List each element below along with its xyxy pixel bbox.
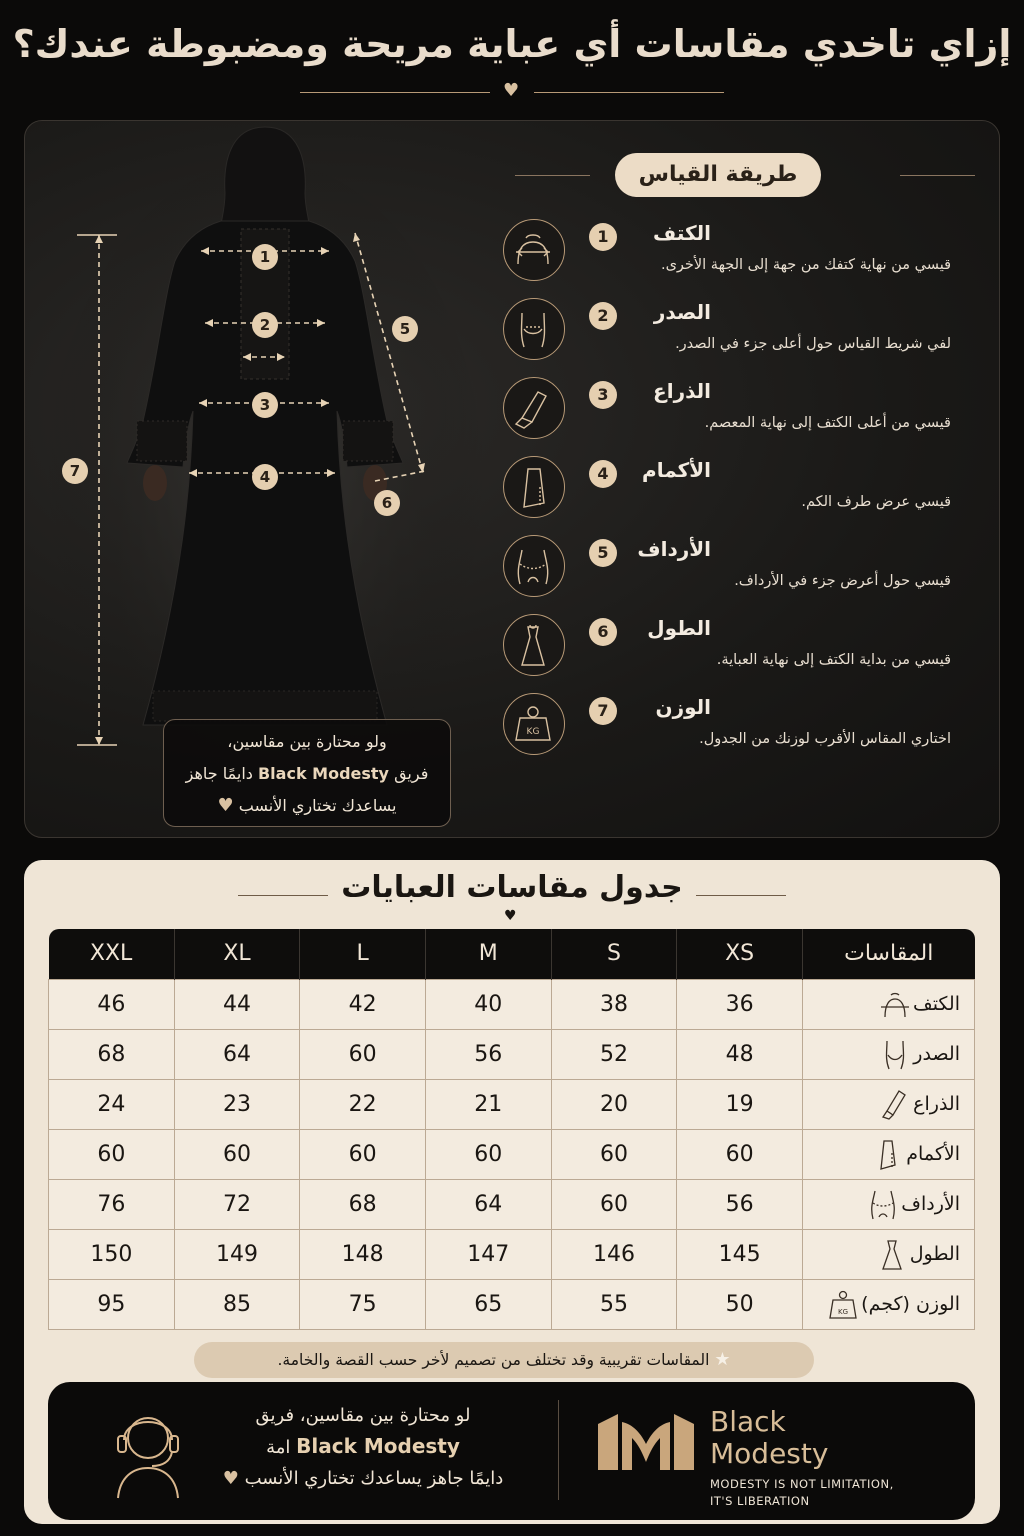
measurement-label-cell bbox=[803, 979, 975, 1029]
table-row bbox=[49, 1279, 975, 1329]
svg-text:KG: KG bbox=[838, 1308, 849, 1316]
star-icon: ★ bbox=[714, 1349, 731, 1370]
size-header: XXL bbox=[49, 929, 175, 979]
hips-icon bbox=[503, 535, 565, 597]
size-value-cell: 24 bbox=[49, 1079, 175, 1129]
logo-line: Black bbox=[710, 1405, 786, 1438]
size-value-cell: 52 bbox=[551, 1029, 677, 1079]
heart-icon: ♥ bbox=[503, 80, 520, 101]
size-value-cell: 95 bbox=[49, 1279, 175, 1329]
heart-icon: ♥ bbox=[217, 795, 234, 816]
weight-icon bbox=[503, 693, 565, 755]
measurement-label: الكتف bbox=[913, 993, 960, 1015]
size-value-cell: 40 bbox=[425, 979, 551, 1029]
figure-marker: 2 bbox=[259, 316, 271, 334]
help-text: يساعدك تختاري الأنسب bbox=[238, 796, 397, 815]
figure-marker: 6 bbox=[381, 494, 393, 512]
size-header: S bbox=[551, 929, 677, 979]
step-arm bbox=[501, 373, 971, 452]
size-header: M bbox=[425, 929, 551, 979]
size-value-cell: 145 bbox=[677, 1229, 803, 1279]
support-suffix: امة bbox=[266, 1437, 291, 1458]
headset-support-icon bbox=[108, 1400, 188, 1500]
size-value-cell: 50 bbox=[677, 1279, 803, 1329]
step-length bbox=[501, 610, 971, 689]
arm-icon bbox=[503, 377, 565, 439]
chest-icon bbox=[503, 298, 565, 360]
sleeve-icon bbox=[503, 456, 565, 518]
support-line bbox=[198, 1463, 528, 1494]
support-line: لو محتارة بين مقاسين، فريق bbox=[255, 1405, 471, 1426]
figure-marker: 3 bbox=[259, 396, 271, 414]
size-value-cell: 150 bbox=[49, 1229, 175, 1279]
step-number: 3 bbox=[589, 381, 617, 409]
shoulders-icon bbox=[877, 987, 913, 1021]
guide-heading-wrap bbox=[515, 153, 975, 197]
size-header: XL bbox=[174, 929, 300, 979]
size-value-cell: 146 bbox=[551, 1229, 677, 1279]
size-value-cell: 65 bbox=[425, 1279, 551, 1329]
size-value-cell: 36 bbox=[677, 979, 803, 1029]
help-box bbox=[163, 719, 451, 827]
step-sleeve bbox=[501, 452, 971, 531]
size-value-cell: 21 bbox=[425, 1079, 551, 1129]
size-value-cell: 64 bbox=[174, 1029, 300, 1079]
step-description: قيسي عرض طرف الكم. bbox=[801, 494, 951, 510]
size-chart-title: جدول مقاسات العبايات bbox=[341, 870, 683, 905]
page-title: إزاي تاخدي مقاسات أي عباية مريحة ومضبوطة عندك؟ bbox=[12, 22, 1012, 66]
logo-line: Modesty bbox=[710, 1437, 829, 1470]
size-value-cell: 19 bbox=[677, 1079, 803, 1129]
size-value-cell: 68 bbox=[300, 1179, 426, 1229]
step-number: 7 bbox=[589, 697, 617, 725]
brand-name: Black Modesty bbox=[257, 764, 389, 783]
table-row bbox=[49, 979, 975, 1029]
step-chest bbox=[501, 294, 971, 373]
table-row bbox=[49, 1179, 975, 1229]
brand-logo-icon bbox=[596, 1410, 696, 1472]
size-value-cell: 60 bbox=[49, 1129, 175, 1179]
table-row bbox=[49, 1079, 975, 1129]
size-value-cell: 147 bbox=[425, 1229, 551, 1279]
help-text: فريق bbox=[394, 764, 429, 783]
size-value-cell: 60 bbox=[551, 1129, 677, 1179]
size-value-cell: 68 bbox=[49, 1029, 175, 1079]
measurement-label: الصدر bbox=[913, 1043, 960, 1065]
figure-marker: 5 bbox=[399, 320, 411, 338]
table-header-row bbox=[49, 929, 975, 979]
step-weight bbox=[501, 689, 971, 768]
measurement-label-cell bbox=[803, 1279, 975, 1329]
size-chart-panel bbox=[24, 860, 1000, 1524]
size-value-cell: 46 bbox=[49, 979, 175, 1029]
brand-tagline bbox=[710, 1476, 894, 1510]
measurement-label: الأرداف bbox=[901, 1193, 960, 1215]
help-line bbox=[164, 790, 450, 822]
table-row bbox=[49, 1129, 975, 1179]
size-value-cell: 44 bbox=[174, 979, 300, 1029]
tagline-line: IT'S LIBERATION bbox=[710, 1494, 810, 1508]
size-value-cell: 72 bbox=[174, 1179, 300, 1229]
measurement-label-cell bbox=[803, 1129, 975, 1179]
table-row bbox=[49, 1029, 975, 1079]
size-value-cell: 60 bbox=[677, 1129, 803, 1179]
guide-heading: طريقة القياس bbox=[615, 153, 821, 197]
size-value-cell: 48 bbox=[677, 1029, 803, 1079]
size-value-cell: 56 bbox=[425, 1029, 551, 1079]
figure-marker: 4 bbox=[259, 468, 271, 486]
sleeve-icon bbox=[870, 1137, 906, 1171]
step-title: الذراع bbox=[653, 379, 711, 403]
heart-icon: ♥ bbox=[504, 908, 517, 924]
help-line: ولو محتارة بين مقاسين، bbox=[227, 732, 387, 751]
step-title: الأكمام bbox=[642, 458, 711, 482]
dress-icon bbox=[503, 614, 565, 676]
measurement-label: الذراع bbox=[913, 1093, 960, 1115]
step-description: قيسي من بداية الكتف إلى نهاية العباية. bbox=[716, 652, 951, 668]
footer-divider bbox=[558, 1400, 559, 1500]
size-value-cell: 149 bbox=[174, 1229, 300, 1279]
note-pill bbox=[194, 1342, 814, 1378]
measurement-header: المقاسات bbox=[803, 929, 975, 979]
tagline-line: MODESTY IS NOT LIMITATION, bbox=[710, 1477, 894, 1491]
heart-icon: ♥ bbox=[222, 1468, 239, 1489]
size-value-cell: 60 bbox=[300, 1129, 426, 1179]
size-value-cell: 60 bbox=[174, 1129, 300, 1179]
step-title: الأرداف bbox=[637, 537, 711, 561]
step-description: قيسي من أعلى الكتف إلى نهاية المعصم. bbox=[704, 415, 951, 431]
size-header: L bbox=[300, 929, 426, 979]
step-title: الكتف bbox=[653, 221, 711, 245]
dress-icon bbox=[874, 1237, 910, 1271]
step-number: 6 bbox=[589, 618, 617, 646]
size-value-cell: 56 bbox=[677, 1179, 803, 1229]
title-ornament bbox=[300, 80, 724, 106]
step-title: الطول bbox=[647, 616, 711, 640]
step-title: الوزن bbox=[655, 695, 711, 719]
size-value-cell: 60 bbox=[425, 1129, 551, 1179]
size-value-cell: 22 bbox=[300, 1079, 426, 1129]
size-value-cell: 75 bbox=[300, 1279, 426, 1329]
size-value-cell: 55 bbox=[551, 1279, 677, 1329]
size-value-cell: 60 bbox=[300, 1029, 426, 1079]
measurement-label: الطول bbox=[909, 1243, 960, 1265]
help-line bbox=[164, 758, 450, 790]
chest-icon bbox=[877, 1037, 913, 1071]
figure-marker: 1 bbox=[259, 248, 271, 266]
size-value-cell: 20 bbox=[551, 1079, 677, 1129]
size-value-cell: 60 bbox=[551, 1179, 677, 1229]
brand-name: Black Modesty bbox=[296, 1434, 460, 1458]
size-value-cell: 148 bbox=[300, 1229, 426, 1279]
size-value-cell: 76 bbox=[49, 1179, 175, 1229]
step-description: قيسي من نهاية كتفك من جهة إلى الجهة الأخرى. bbox=[660, 257, 951, 273]
measurement-label-cell bbox=[803, 1029, 975, 1079]
support-text bbox=[198, 1400, 528, 1494]
arm-icon bbox=[877, 1087, 913, 1121]
measurement-label: الوزن (كجم) bbox=[861, 1293, 960, 1315]
size-value-cell: 64 bbox=[425, 1179, 551, 1229]
measurement-steps bbox=[501, 215, 971, 768]
brand-logo-text bbox=[710, 1406, 828, 1470]
step-description: لفي شريط القياس حول أعلى جزء في الصدر. bbox=[675, 336, 951, 352]
size-value-cell: 38 bbox=[551, 979, 677, 1029]
table-row bbox=[49, 1229, 975, 1279]
size-table bbox=[48, 929, 975, 1330]
size-value-cell: 85 bbox=[174, 1279, 300, 1329]
step-number: 5 bbox=[589, 539, 617, 567]
weight-icon bbox=[825, 1287, 861, 1321]
footer-bar bbox=[48, 1382, 975, 1520]
svg-text:KG: KG bbox=[526, 727, 540, 737]
hips-icon bbox=[865, 1187, 901, 1221]
measurement-guide-panel bbox=[24, 120, 1000, 838]
size-value-cell: 42 bbox=[300, 979, 426, 1029]
support-line bbox=[198, 1431, 528, 1463]
step-number: 2 bbox=[589, 302, 617, 330]
step-number: 1 bbox=[589, 223, 617, 251]
support-text-line: دايمًا جاهز يساعدك تختاري الأنسب bbox=[244, 1468, 504, 1489]
measurement-label-cell bbox=[803, 1179, 975, 1229]
size-value-cell: 23 bbox=[174, 1079, 300, 1129]
step-title: الصدر bbox=[653, 300, 711, 324]
step-shoulder bbox=[501, 215, 971, 294]
note-text: المقاسات تقريبية وقد تختلف من تصميم لأخر حسب القصة والخامة. bbox=[277, 1351, 710, 1369]
step-description: قيسي حول أعرض جزء في الأرداف. bbox=[734, 573, 951, 589]
shoulders-icon bbox=[503, 219, 565, 281]
measurement-label-cell bbox=[803, 1229, 975, 1279]
size-header: XS bbox=[677, 929, 803, 979]
figure-marker: 7 bbox=[69, 462, 81, 480]
step-number: 4 bbox=[589, 460, 617, 488]
measurement-label-cell bbox=[803, 1079, 975, 1129]
step-hips bbox=[501, 531, 971, 610]
step-description: اختاري المقاس الأقرب لوزنك من الجدول. bbox=[699, 731, 951, 747]
measurement-label: الأكمام bbox=[906, 1143, 960, 1165]
help-text: دايمًا جاهز bbox=[185, 764, 253, 783]
